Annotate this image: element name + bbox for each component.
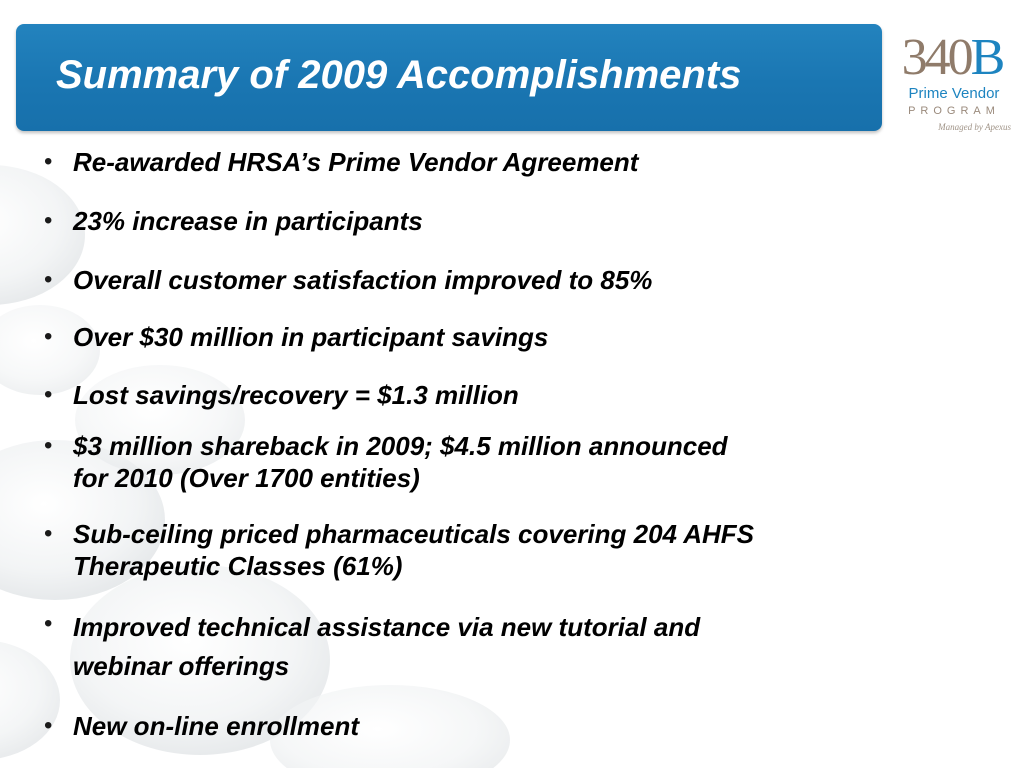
list-item [44, 146, 1004, 178]
list-item-text: Lost savings/recovery = $1.3 million [73, 380, 519, 410]
list-item-text: Overall customer satisfaction improved to 85% [73, 265, 653, 295]
logo-letter: B [970, 29, 1003, 86]
list-item [44, 205, 1004, 237]
list-item [44, 710, 1004, 742]
list-item [44, 264, 1004, 296]
bullet-marker: • [44, 148, 53, 175]
list-item [44, 608, 1004, 686]
list-item [44, 379, 1004, 411]
bullet-marker: • [44, 207, 53, 234]
list-item-text: $3 million shareback in 2009; $4.5 million announced for 2010 (Over 1700 entities) [73, 431, 728, 493]
list-item [44, 430, 1004, 494]
logo-managed-by: Managed by Apexus [938, 122, 1011, 132]
slide-title: Summary of 2009 Accomplishments [56, 53, 742, 97]
bullet-marker: • [44, 381, 53, 408]
bullet-marker: • [44, 520, 53, 547]
bullet-marker: • [44, 610, 53, 637]
bullet-marker: • [44, 266, 53, 293]
logo-program-label: PROGRAM [908, 105, 1000, 117]
list-item [44, 321, 1004, 353]
logo-subtitle: Prime Vendor [908, 85, 1000, 102]
logo-number: 340 [901, 29, 971, 86]
list-item-text: 23% increase in participants [73, 206, 423, 236]
list-item-text: New on-line enrollment [73, 711, 360, 741]
list-item-text: Improved technical assistance via new tutorial and webinar offerings [73, 612, 701, 681]
list-item-text: Sub-ceiling priced pharmaceuticals covering 204 AHFS Therapeutic Classes (61%) [73, 519, 755, 581]
bullet-marker: • [44, 432, 53, 459]
bullet-marker: • [44, 712, 53, 739]
list-item-text: Over $30 million in participant savings [73, 322, 549, 352]
list-item-text: Re-awarded HRSA’s Prime Vendor Agreement [73, 147, 639, 177]
bullet-marker: • [44, 323, 53, 350]
list-item [44, 518, 1004, 582]
